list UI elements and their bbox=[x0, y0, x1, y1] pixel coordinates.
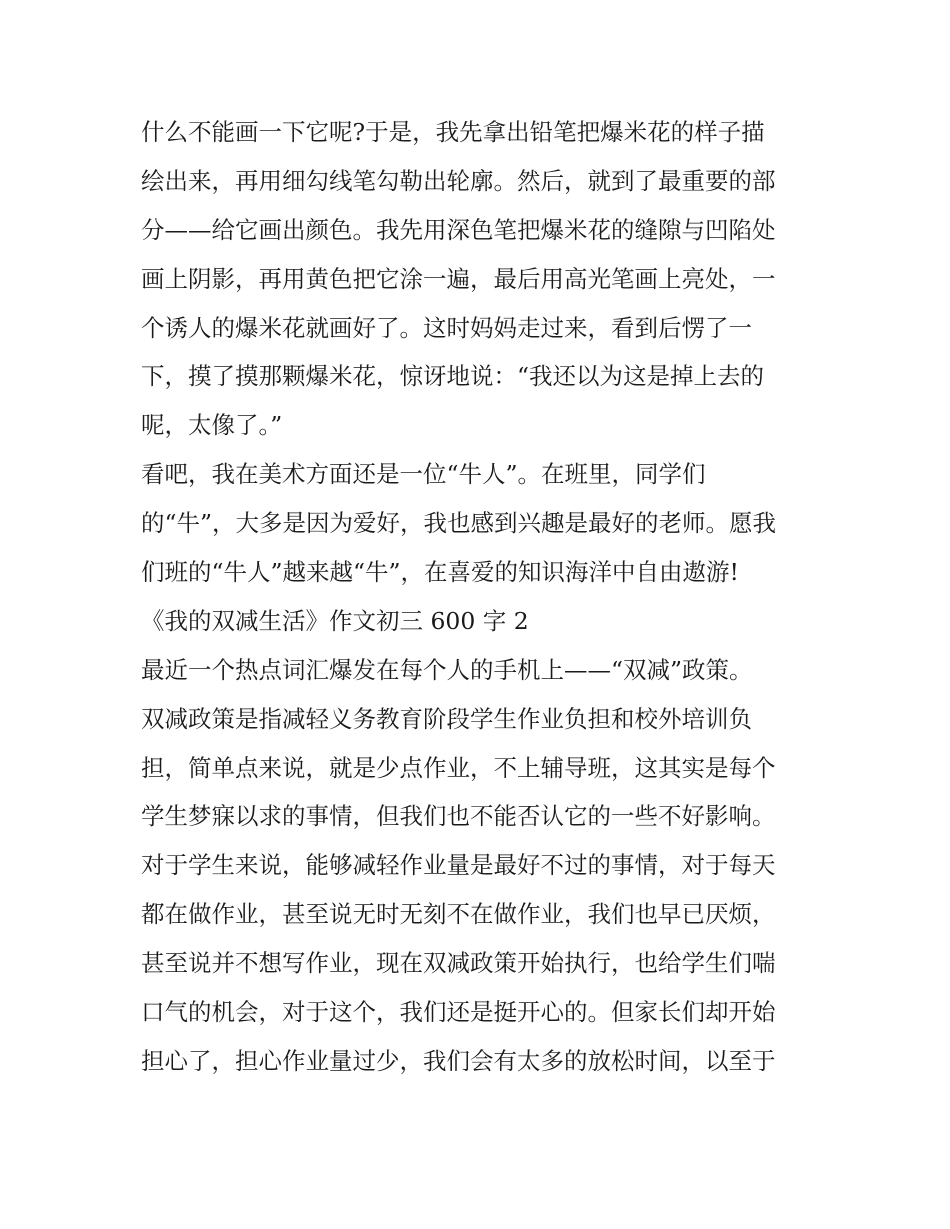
text-line: 学生梦寐以求的事情，但我们也不能否认它的一些不好影响。 bbox=[141, 802, 776, 831]
text-line: 画上阴影，再用黄色把它涂一遍，最后用高光笔画上亮处，一 bbox=[141, 264, 776, 293]
text-line: 担心了，担心作业量过少，我们会有太多的放松时间，以至于 bbox=[141, 1046, 776, 1075]
text-line: 都在做作业，甚至说无时无刻不在做作业，我们也早已厌烦， bbox=[141, 900, 776, 929]
text-line: 口气的机会，对于这个，我们还是挺开心的。但家长们却开始 bbox=[141, 998, 776, 1027]
text-line: 对于学生来说，能够减轻作业量是最好不过的事情，对于每天 bbox=[141, 851, 776, 880]
document-body bbox=[141, 108, 817, 1086]
text-line: 看吧，我在美术方面还是一位“牛人”。在班里，同学们 bbox=[141, 460, 706, 489]
text-line: 们班的“牛人”越来越“牛”，在喜爱的知识海洋中自由遨游! bbox=[141, 558, 739, 587]
text-line: 下，摸了摸那颗爆米花，惊讶地说：“我还以为这是掉上去的 bbox=[141, 362, 765, 391]
text-line: 呢，太像了。” bbox=[141, 411, 283, 440]
text-line: 甚至说并不想写作业，现在双减政策开始执行，也给学生们喘 bbox=[141, 949, 776, 978]
text-line: 的“牛”，大多是因为爱好，我也感到兴趣是最好的老师。愿我 bbox=[141, 509, 777, 538]
essay-title: 《我的双减生活》作文初三 600 字 2 bbox=[141, 606, 529, 635]
text-line: 绘出来，再用细勾线笔勾勒出轮廓。然后，就到了最重要的部 bbox=[141, 166, 776, 195]
text-line: 分——给它画出颜色。我先用深色笔把爆米花的缝隙与凹陷处 bbox=[141, 215, 776, 244]
text-line: 双减政策是指减轻义务教育阶段学生作业负担和校外培训负 bbox=[141, 704, 752, 733]
text-line: 个诱人的爆米花就画好了。这时妈妈走过来，看到后愣了一 bbox=[141, 313, 752, 342]
text-line: 最近一个热点词汇爆发在每个人的手机上——“双减”政策。 bbox=[141, 655, 753, 684]
text-line: 担，简单点来说，就是少点作业，不上辅导班，这其实是每个 bbox=[141, 753, 776, 782]
text-line: 什么不能画一下它呢?于是，我先拿出铅笔把爆米花的样子描 bbox=[141, 118, 765, 146]
